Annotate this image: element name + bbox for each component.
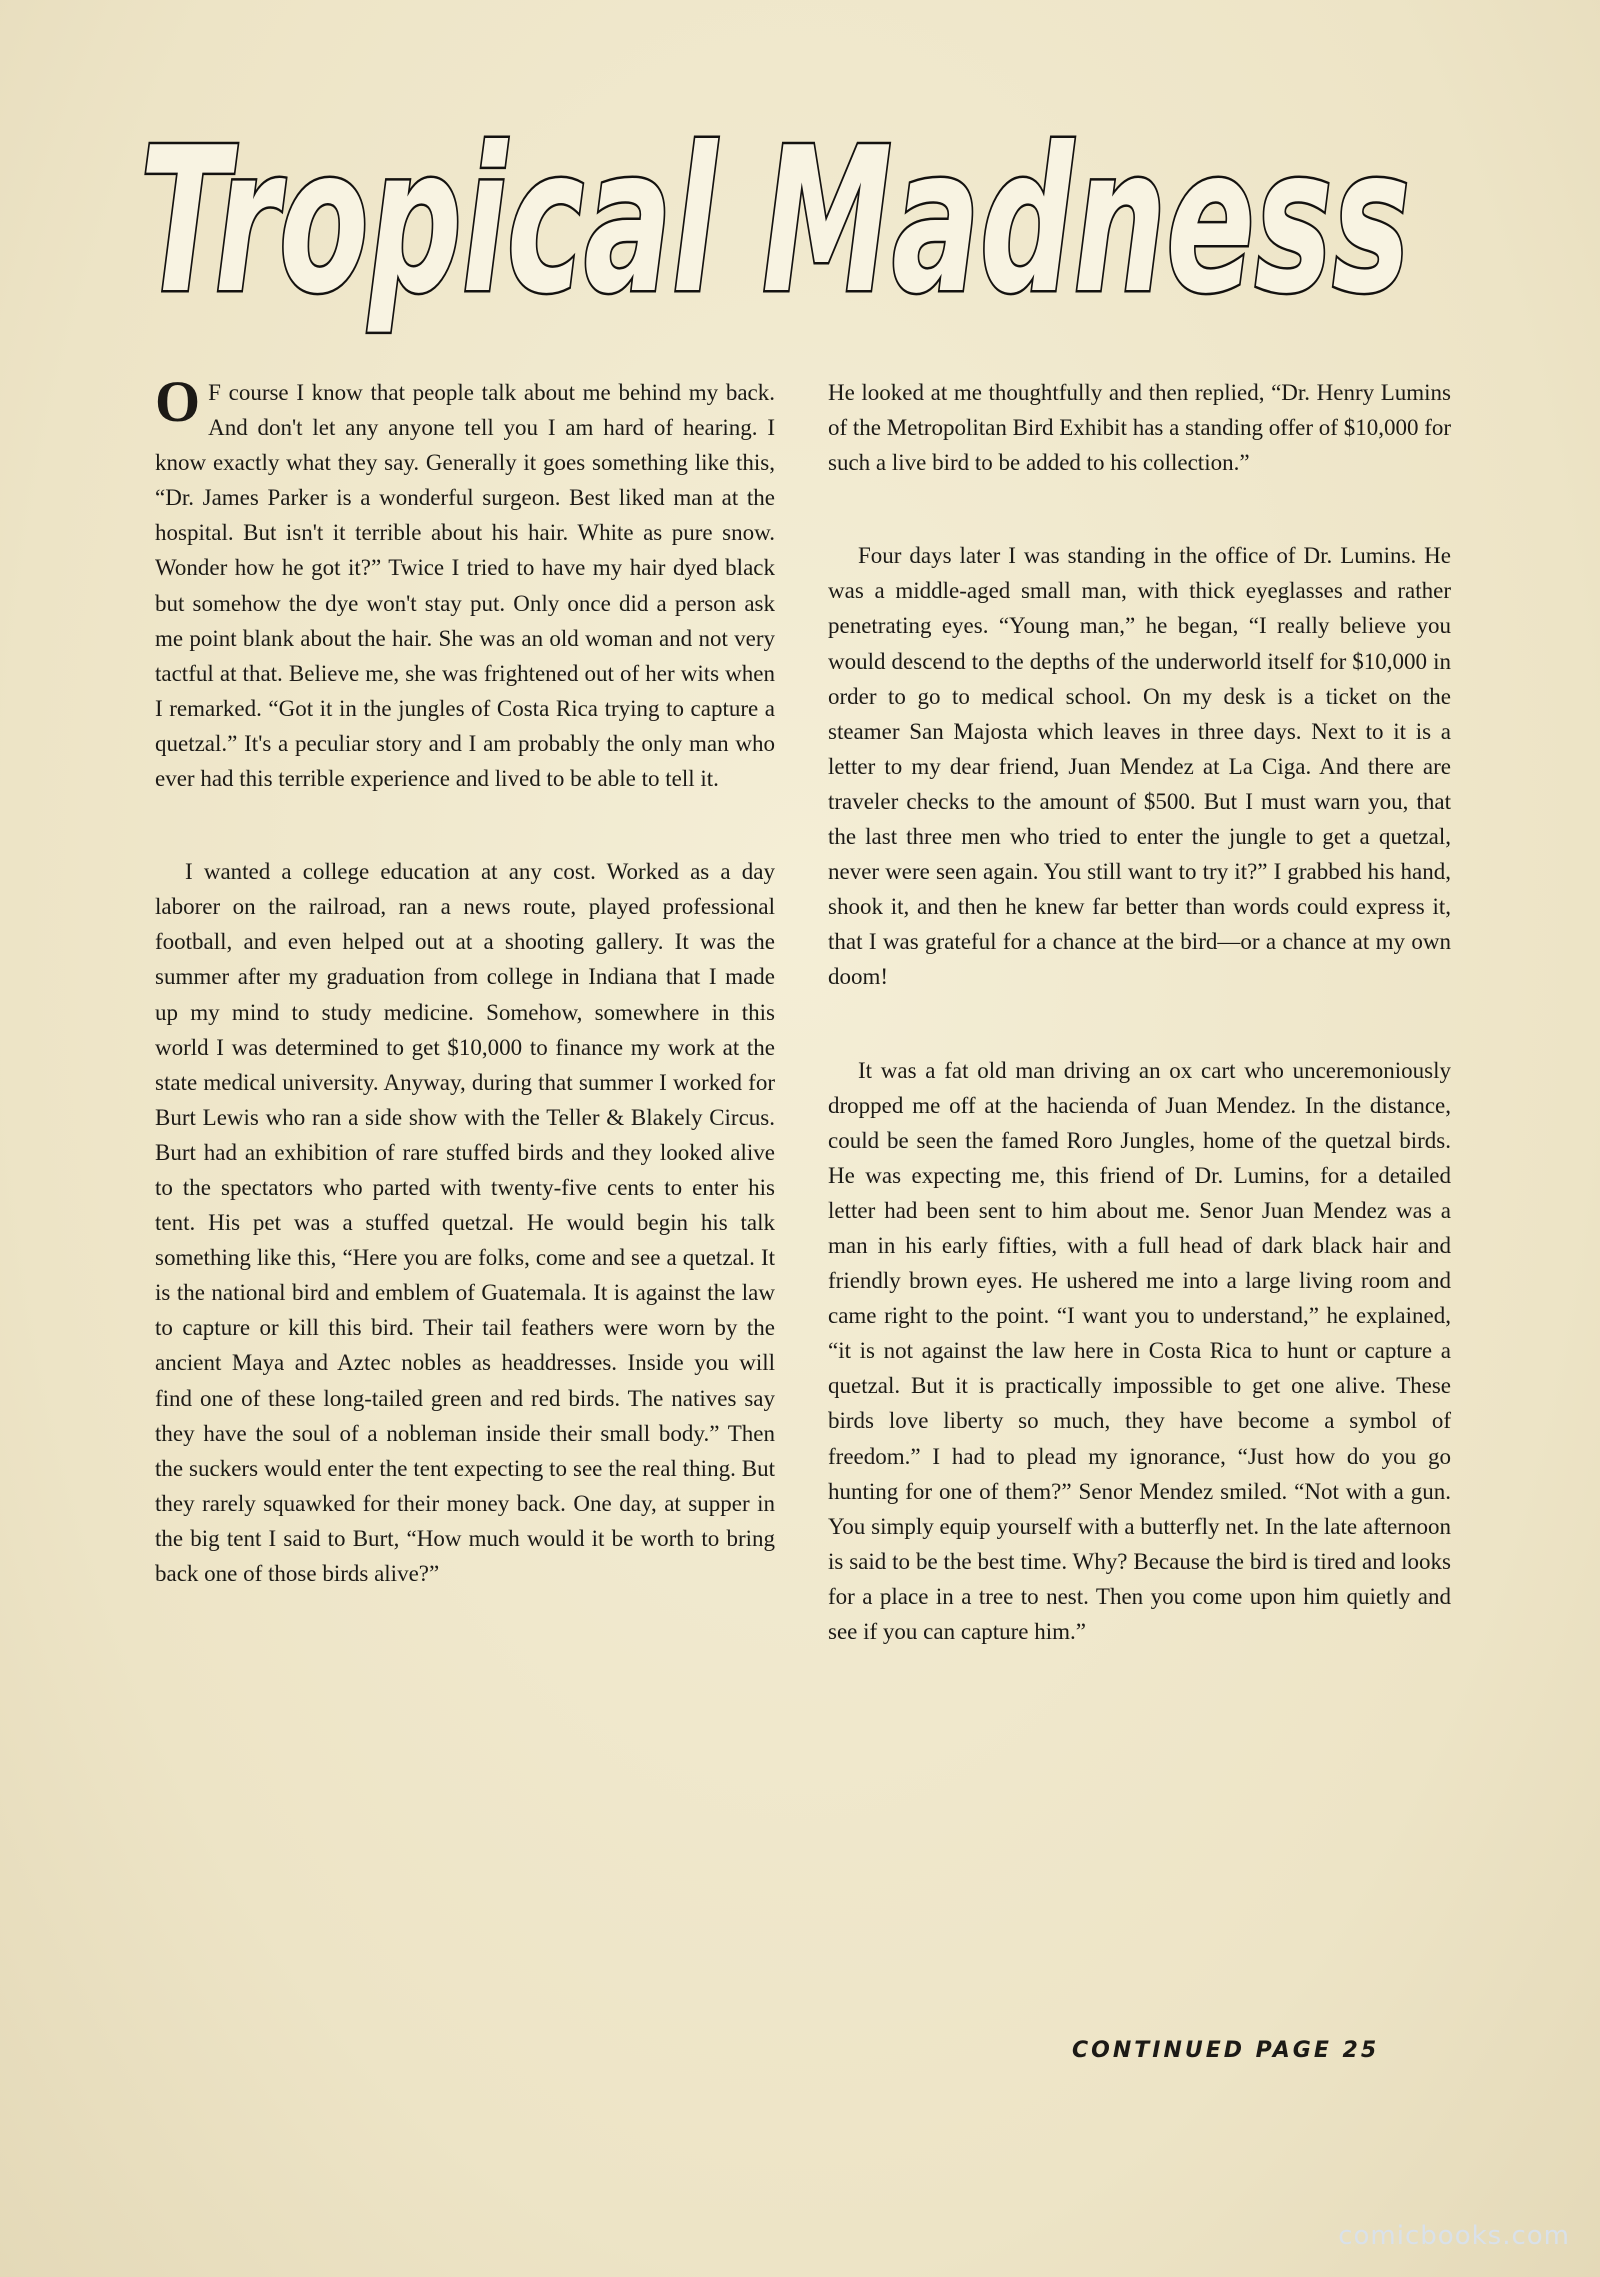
paragraph: I wanted a college education at any cost. Worked as a day laborer on the railroad, ran a news route, played professional football, and even helped out at a shooting gallery. It was the summer after my graduation from college in Indiana that I made up my mind to study medicine. Somehow, somewhere in this world I was determined to get $10,000 to finance my work at the state medical university. Anyway, during that summer I worked for Burt Lewis who ran a side show with the Teller & Blakely Circus. Burt had an exhibition of rare stuffed birds and they looked alive to the spectators who parted with twenty-five cents to enter his tent. His pet was a stuffed quetzal. He would begin his talk something like this, “Here you are folks, come and see a quetzal. It is the national bird and emblem of Guatemala. It is against the law to capture or kill this bird. Their tail feathers were worn by the ancient Maya and Aztec nobles as headdresses. Inside you will find one of these long-tailed green and red birds. The natives say they have the soul of a nobleman inside their small body.” Then the suckers would enter the tent expecting to see the real thing. But they rarely squawked for their money back. One day, at supper in the big tent I said to Burt, “How much would it be worth to bring back one of those birds alive?” bbox=[155, 859, 775, 1586]
story-title bbox=[130, 60, 1430, 350]
drop-cap: O bbox=[155, 369, 201, 434]
paragraph bbox=[155, 369, 775, 796]
paragraph: It was a fat old man driving an ox cart who unceremoniously dropped me off at the hacienda of Juan Mendez. In the distance, could be seen the famed Roro Jungles, home of the quetzal birds. He was expecting me, this friend of Dr. Lumins, for a detailed letter had been sent to him about me. Senor Juan Mendez was a man in his early fifties, with a full head of dark black hair and friendly brown eyes. He ushered me into a large living room and came right to the point. “I want you to understand,” he explained, “it is not against the law here in Costa Rica to hunt or capture a quetzal. But it is practically impossible to get one alive. These birds love liberty so much, they have become a symbol of freedom.” I had to plead my ignorance, “Just how do you go hunting for one of them?” Senor Mendez smiled. “Not with a gun. You simply equip yourself with a butterfly net. In the late afternoon is said to be the best time. Why? Because the bird is tired and looks for a place in a tree to nest. Then you come upon him quietly and see if you can capture him.” bbox=[828, 1057, 1451, 1644]
right-column bbox=[828, 375, 1451, 1649]
left-column bbox=[155, 369, 775, 1591]
paragraph: He looked at me thoughtfully and then replied, “Dr. Henry Lumins of the Metropolitan Bird Exhibit has a standing offer of $10,000 for such a live bird to be added to his collection.” bbox=[828, 380, 1452, 476]
continued-note: CONTINUED PAGE 25 bbox=[1072, 2038, 1380, 2063]
paragraph-text: F course I know that people talk about me behind my back. And don't let any anyone tell you I am hard of hearing. I know exactly what they say. Generally it goes something like this, “Dr. James Parker is a wonderful surgeon. Best liked man at the hospital. But isn't it terrible about his hair. White as pure snow. Wonder how he got it?” Twice I tried to have my hair dyed black but somehow the dye won't stay put. Only once did a person ask me point blank about the hair. She was an old woman and not very tactful at that. Believe me, she was frightened out of her wits when I remarked. “Got it in the jungles of Costa Rica trying to capture a quetzal.” It's a peculiar story and I am probably the only man who ever had this terrible experience and lived to be able to tell it. bbox=[155, 380, 775, 792]
watermark: comicbooks.com bbox=[1338, 2221, 1570, 2251]
story-title-text: Tropical Madness bbox=[140, 105, 1410, 338]
paragraph: Four days later I was standing in the office of Dr. Lumins. He was a middle-aged small man, with thick eyeglasses and rather penetrating eyes. “Young man,” he began, “I really believe you would descend to the depths of the underworld itself for $10,000 in order to go to medical school. On my desk is a ticket on the steamer San Majosta which leaves in three days. Next to it is a letter to my dear friend, Juan Mendez at La Ciga. And there are traveler checks to the amount of $500. But I must warn you, that the last three men who tried to enter the jungle to get a quetzal, never were seen again. You still want to try it?” I grabbed his hand, shook it, and then he knew far better than words could express it, that I was grateful for a chance at the bird—or a chance at my own doom! bbox=[828, 543, 1451, 990]
